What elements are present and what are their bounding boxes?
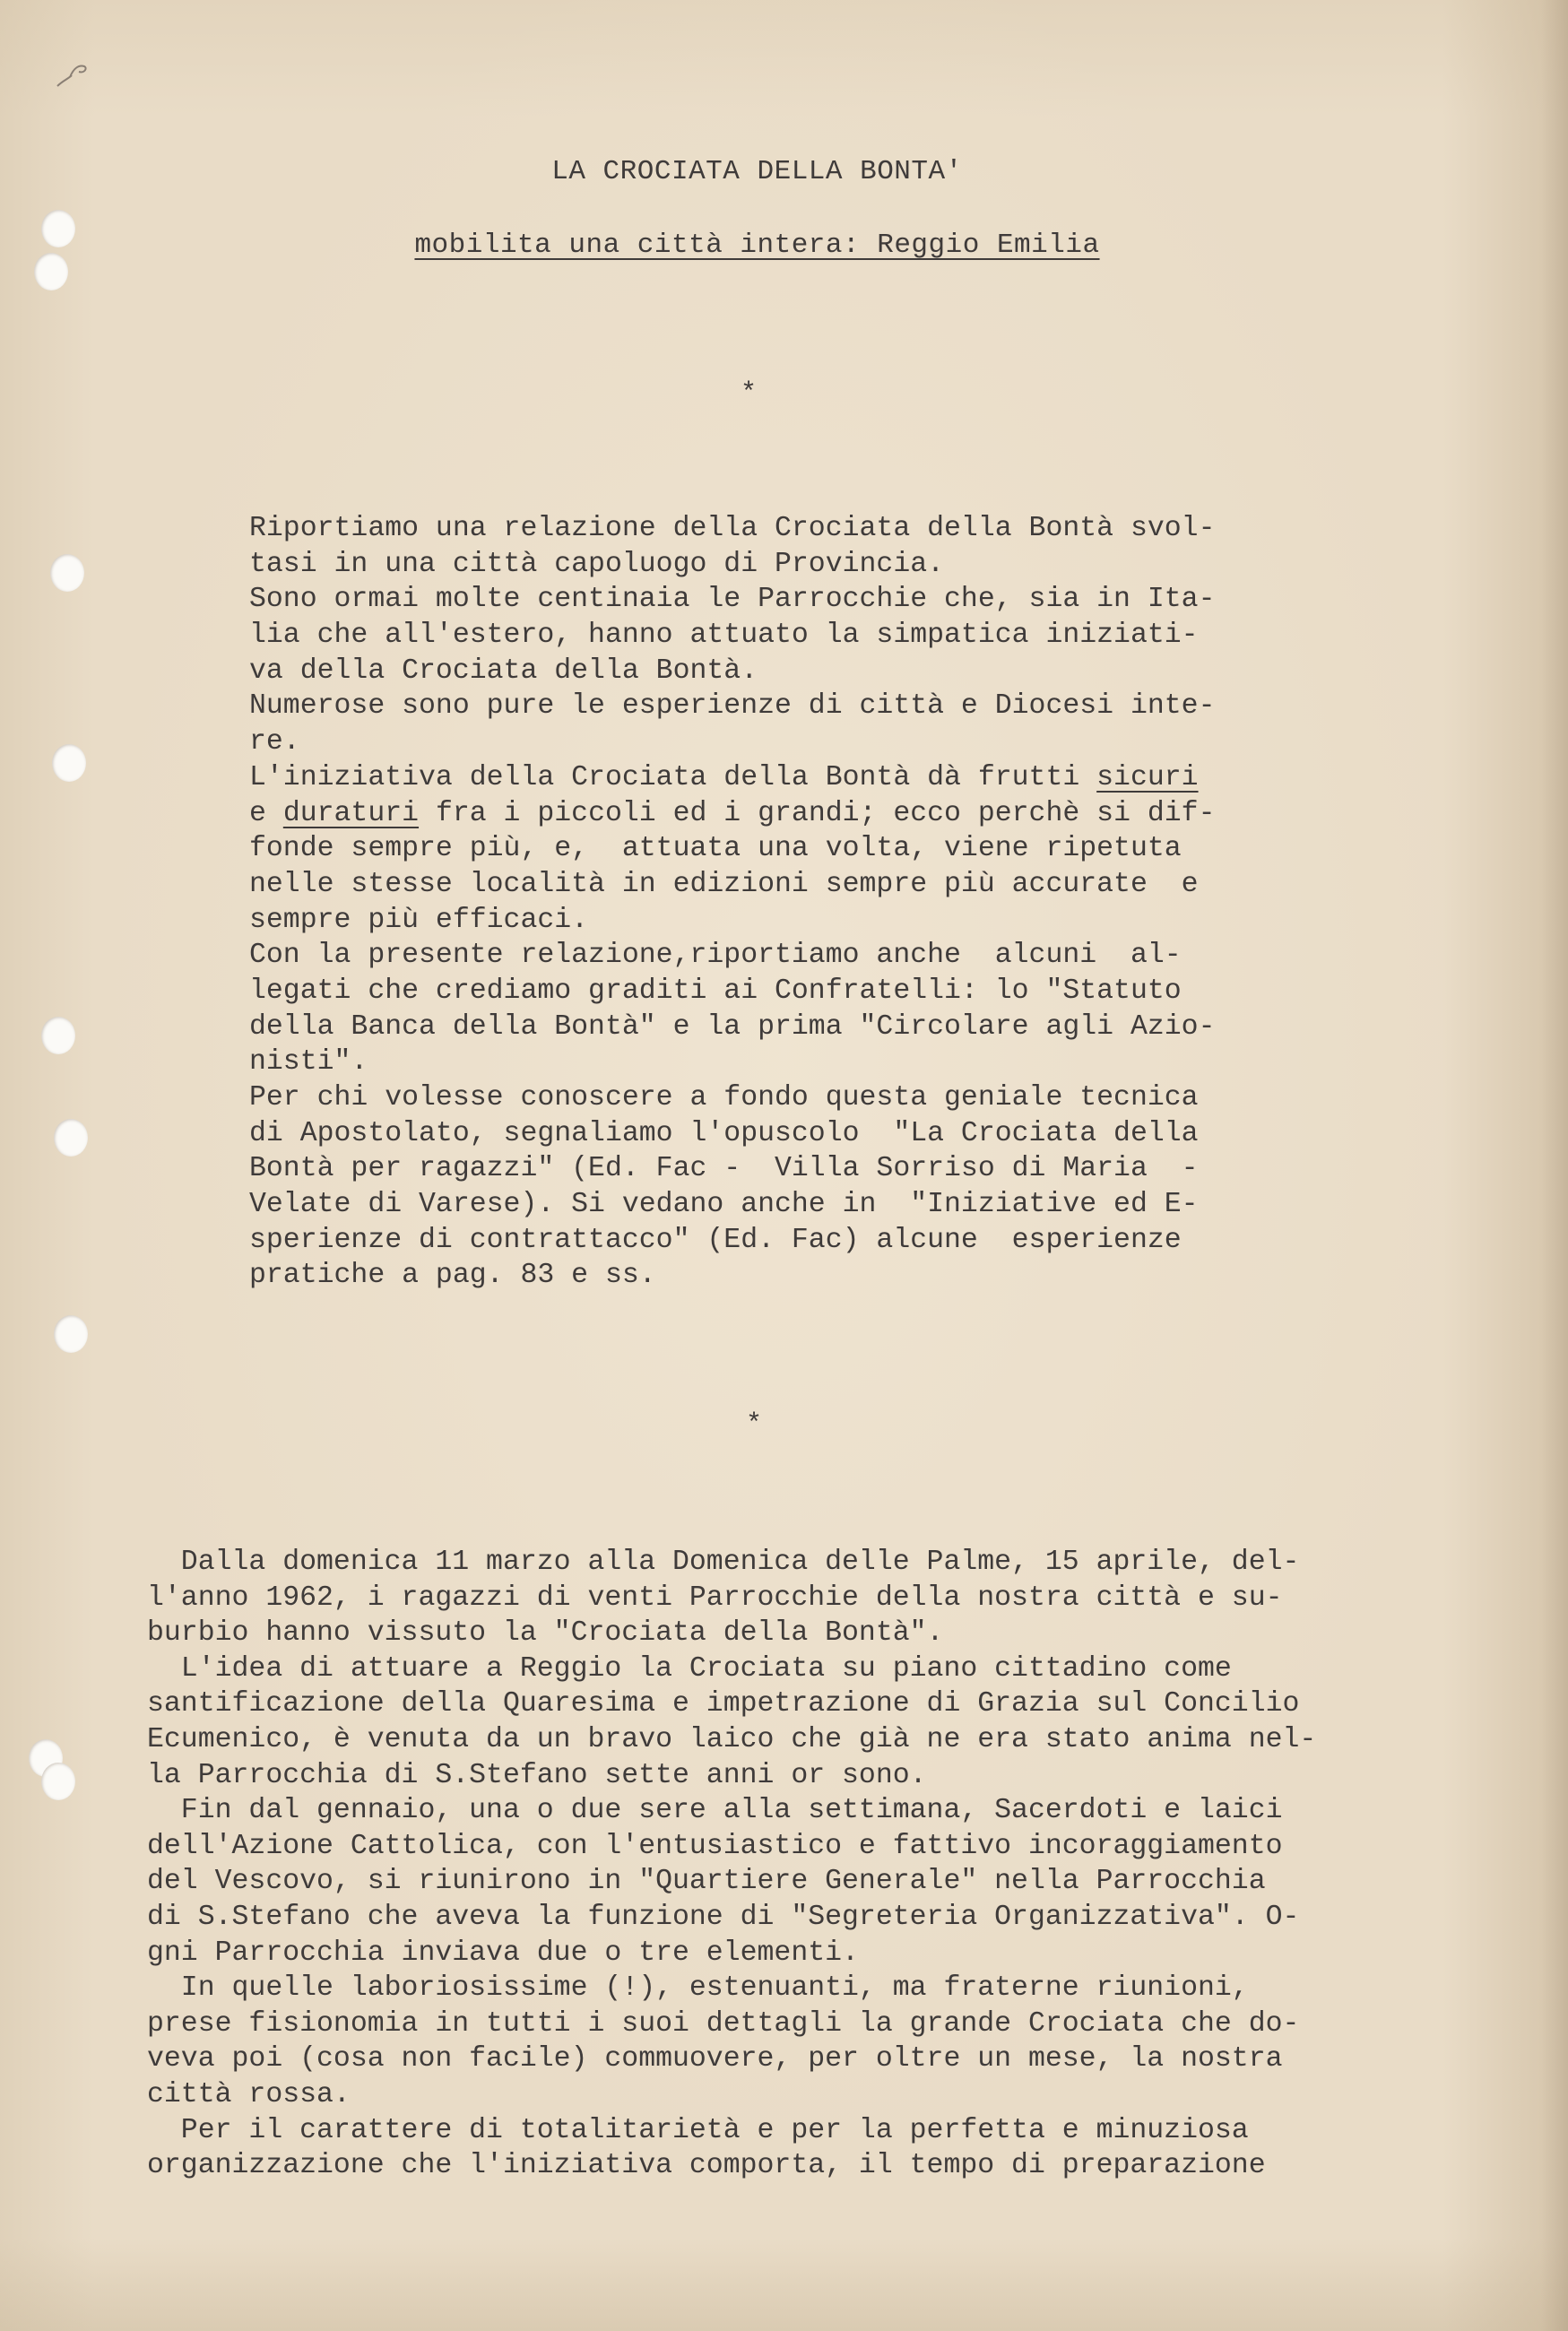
intro-line bbox=[249, 547, 1415, 583]
intro-line bbox=[249, 938, 1415, 974]
intro-line bbox=[249, 796, 1415, 832]
body-line: veva poi (cosa non facile) commuovere, per oltre un mese, la nostra bbox=[147, 2043, 1283, 2075]
text-segment: re. bbox=[249, 726, 300, 758]
punch-hole bbox=[52, 744, 86, 782]
text-segment: va della Crociata della Bontà. bbox=[249, 654, 758, 687]
text-segment: tasi in una città capoluogo di Provincia. bbox=[249, 548, 945, 580]
text-segment: fra i piccoli ed i grandi; ecco perchè si dif- bbox=[419, 797, 1216, 829]
text-segment: di Apostolato, segnaliamo l'opuscolo "La Crociata della bbox=[249, 1117, 1199, 1149]
body-line: In quelle laboriosissime (!), estenuanti, ma fraterne riunioni, bbox=[147, 1972, 1249, 2005]
body-line: Fin dal gennaio, una o due sere alla settimana, Sacerdoti e laici bbox=[147, 1795, 1283, 1827]
document-title: LA CROCIATA DELLA BONTA' bbox=[551, 156, 963, 187]
punch-hole bbox=[54, 1315, 88, 1353]
intro-line bbox=[249, 582, 1415, 618]
text-segment: lia che all'estero, hanno attuato la simpatica iniziati- bbox=[249, 620, 1199, 652]
page-edge-shadow bbox=[1541, 0, 1568, 2331]
body-line: del Vescovo, si riunirono in "Quartiere Generale" nella Parrocchia bbox=[147, 1866, 1266, 1898]
pencil-mark bbox=[52, 56, 106, 91]
text-segment: Numerose sono pure le esperienze di città e Diocesi inte- bbox=[249, 690, 1216, 723]
text-segment: della Banca della Bontà" e la prima "Circolare agli Azio- bbox=[249, 1010, 1216, 1043]
text-segment: Sono ormai molte centinaia le Parrocchie che, sia in Ita- bbox=[249, 584, 1216, 616]
punch-hole bbox=[41, 1017, 75, 1054]
separator-top: * bbox=[741, 378, 758, 409]
intro-line bbox=[249, 511, 1415, 547]
intro-line bbox=[249, 618, 1415, 654]
text-segment: fonde sempre più, e, attuata una volta, viene ripetuta bbox=[249, 833, 1182, 865]
intro-paragraph bbox=[249, 511, 1415, 1294]
punch-hole bbox=[54, 1119, 88, 1157]
text-segment: L'iniziativa della Crociata della Bontà dà frutti bbox=[249, 761, 1097, 793]
body-line: burbio hanno vissuto la "Crociata della Bontà". bbox=[147, 1617, 944, 1650]
intro-line bbox=[249, 1080, 1415, 1116]
body-line: di S.Stefano che aveva la funzione di "Segreteria Organizzativa". O- bbox=[147, 1901, 1300, 1933]
intro-line bbox=[249, 1010, 1415, 1045]
body-line: organizzazione che l'iniziativa comporta, il tempo di preparazione bbox=[147, 2150, 1266, 2182]
separator-middle: * bbox=[746, 1409, 763, 1440]
intro-line bbox=[249, 974, 1415, 1010]
intro-line bbox=[249, 654, 1415, 689]
text-segment: e bbox=[249, 797, 283, 829]
text-segment: Riportiamo una relazione della Crociata della Bontà svol- bbox=[249, 513, 1216, 544]
document-subtitle bbox=[0, 230, 1514, 261]
intro-line bbox=[249, 724, 1415, 760]
text-segment: Con la presente relazione,riportiamo anche alcuni al- bbox=[249, 940, 1182, 972]
body-line: città rossa. bbox=[147, 2078, 351, 2110]
subtitle-text: mobilita una città intera: Reggio Emilia bbox=[414, 230, 1100, 261]
underlined-word: duraturi bbox=[282, 797, 420, 829]
body-line: Per il carattere di totalitarietà e per la perfetta e minuziosa bbox=[147, 2114, 1249, 2146]
body-line: dell'Azione Cattolica, con l'entusiastico e fattivo incoraggiamento bbox=[147, 1830, 1283, 1862]
intro-line bbox=[249, 1258, 1415, 1294]
text-segment: nelle stesse località in edizioni sempre più accurate e bbox=[249, 868, 1199, 900]
punch-hole bbox=[41, 1763, 75, 1800]
intro-line bbox=[249, 1223, 1415, 1259]
intro-line bbox=[249, 689, 1415, 724]
intro-line bbox=[249, 760, 1415, 796]
body-line: la Parrocchia di S.Stefano sette anni or sono. bbox=[147, 1759, 927, 1791]
underlined-word: sicuri bbox=[1096, 761, 1199, 793]
intro-line bbox=[249, 903, 1415, 939]
intro-line bbox=[249, 1187, 1415, 1223]
intro-line bbox=[249, 1151, 1415, 1187]
text-segment: Bontà per ragazzi" (Ed. Fac - Villa Sorriso di Maria - bbox=[249, 1153, 1199, 1185]
body-line: L'idea di attuare a Reggio la Crociata su piano cittadino come bbox=[147, 1652, 1232, 1685]
intro-line bbox=[249, 1116, 1415, 1152]
body-line: gni Parrocchia inviava due o tre elementi. bbox=[147, 1937, 859, 1969]
text-segment: sperienze di contrattacco" (Ed. Fac) alcune esperienze bbox=[249, 1224, 1182, 1256]
body-line: Dalla domenica 11 marzo alla Domenica delle Palme, 15 aprile, del- bbox=[147, 1547, 1300, 1578]
body-line: prese fisionomia in tutti i suoi dettagli la grande Crociata che do- bbox=[147, 2007, 1300, 2040]
intro-line bbox=[249, 1044, 1415, 1080]
text-segment: nisti". bbox=[249, 1046, 368, 1079]
body-line: santificazione della Quaresima e impetrazione di Grazia sul Concilio bbox=[147, 1688, 1300, 1720]
body-line: l'anno 1962, i ragazzi di venti Parrocchie della nostra città e su- bbox=[147, 1581, 1283, 1614]
text-segment: legati che crediamo graditi ai Confratelli: lo "Statuto bbox=[249, 975, 1182, 1007]
body-line: Ecumenico, è venuta da un bravo laico che già ne era stato anima nel- bbox=[147, 1723, 1317, 1755]
body-text bbox=[147, 1545, 1420, 2184]
text-segment: sempre più efficaci. bbox=[249, 904, 589, 936]
text-segment: Per chi volesse conoscere a fondo questa geniale tecnica bbox=[249, 1082, 1199, 1114]
intro-line bbox=[249, 867, 1415, 903]
punch-hole bbox=[50, 554, 84, 592]
text-segment: pratiche a pag. 83 e ss. bbox=[249, 1260, 656, 1292]
intro-line bbox=[249, 831, 1415, 867]
text-segment: Velate di Varese). Si vedano anche in "Iniziative ed E- bbox=[249, 1189, 1199, 1221]
